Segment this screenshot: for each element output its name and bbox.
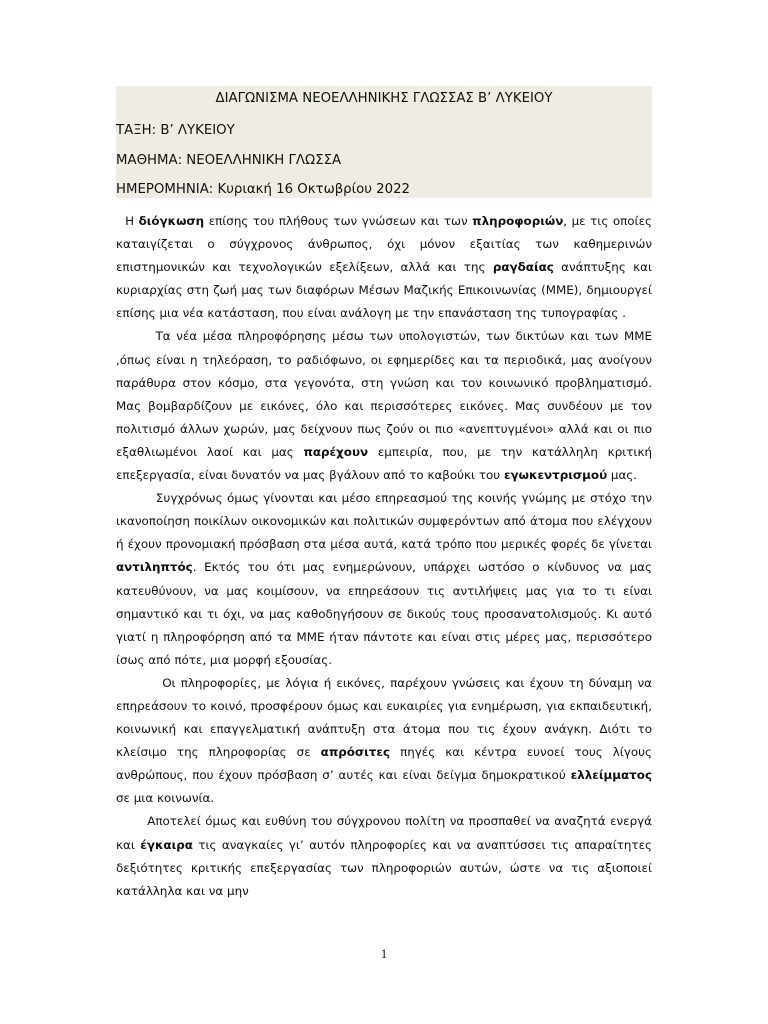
paragraph-indent [116, 491, 156, 505]
exam-title: ΔΙΑΓΩΝΙΣΜΑ ΝΕΟΕΛΛΗΝΙΚΗΣ ΓΛΩΣΣΑΣ Β’ ΛΥΚΕΙΟΥ [215, 91, 553, 106]
passage-text [116, 210, 652, 903]
paragraph-indent [116, 329, 155, 343]
text-run: . Εκτός του ότι μας ενημερώνουν, υπάρχει ωστόσο ο κίνδυνος να μας κατευθύνουν, να μας κοιμίσουν, να επηρεάσουν τις αντιλήψεις μας για το τι είναι σημαντικό και τι όχι, να μας καθοδηγήσουν σε δικούς τους προσανατολισμούς. Κι αυτό γιατί η πληροφόρηση από τα ΜΜΕ ήταν πάντοτε και είναι στις μέρες μας, περισσότερο ίσως από πότε, μια μορφή εξουσίας. [116, 560, 652, 667]
paragraph [116, 672, 652, 811]
page-number: 1 [380, 946, 388, 961]
paragraph-indent [116, 814, 147, 828]
paragraph [116, 487, 652, 672]
subject-line: ΜΑΘΗΜΑ: ΝΕΟΕΛΛΗΝΙΚΗ ΓΛΩΣΣΑ [116, 153, 342, 168]
text-run: μας. [607, 468, 638, 483]
paragraph [116, 210, 652, 325]
text-run: Συγχρόνως όμως γίνονται και μέσο επηρεασμού της κοινής γνώμης με στόχο την ικανοποίηση ποικίλων οικονομικών και πολιτικών συμφερόντων από άτομα που ελέγχουν ή έχουν προνομιακή πρόσβαση στα μέσα αυτά, κατά τρόπο που μερικές φορές δε γίνεται [116, 491, 652, 552]
bold-term: εγωκεντρισμού [503, 468, 608, 483]
text-run: Η [125, 214, 139, 228]
bold-term: έγκαιρα [140, 837, 193, 852]
text-run: ανάπτυξης και κυριαρχίας στη ζωή μας των διαφόρων Μέσων Μαζικής Επικοινωνίας (ΜΜΕ), δημιουργεί επίσης μια νέα κατάσταση, που είναι ανάλογη με την επανάσταση της τυπογραφίας . [116, 260, 653, 321]
text-run: Αποτελεί όμως και ευθύνη του σύγχρονου πολίτη να προσπαθεί να αναζητά ενεργά και [116, 814, 652, 852]
paragraph [116, 325, 652, 487]
header-box [116, 86, 652, 198]
bold-term: παρέχουν [303, 444, 369, 459]
bold-term: ραγδαίας [492, 260, 554, 275]
text-run: Τα νέα μέσα πληροφόρησης μέσω των υπολογιστών, των δικτύων και των ΜΜΕ ,όπως είναι η τηλεόραση, το ραδιόφωνο, οι εφημερίδες και τα περιοδικά, μας ανοίγουν παράθυρα στον κόσμο, στα γεγονότα, στη γνώση και τον κοινωνικό προβληματισμό. Μας βομβαρδίζουν με εικόνες, όλο και περισσότερες εικόνες. Μας συνδέουν με τον πολιτισμό άλλων χωρών, μας δείχνουν πως ζούν οι πιο «ανεπτυγμένοι» αλλά και οι πιο εξαθλιωμένοι λαοί και μας [116, 329, 652, 459]
bold-term: αντιληπτός [116, 560, 193, 575]
date-line: ΗΜΕΡΟΜΗΝΙΑ: Κυριακή 16 Οκτωβρίου 2022 [116, 182, 411, 197]
bold-term: πληροφοριών [472, 214, 564, 228]
bold-term: απρόσιτες [320, 745, 391, 760]
text-run: Οι πληροφορίες, με λόγια ή εικόνες, παρέχουν γνώσεις και έχουν τη δύναμη να επηρεάσουν το κοινό, προσφέρουν όμως και ευκαιρίες για ενημέρωση, για εκπαιδευτική, κοινωνική και επαγγελματική ανάπτυξη στα άτομα που τις έχουν ανάγκη. Διότι το κλείσιμο της πληροφορίας σε [116, 675, 652, 760]
text-run: επίσης του πλήθους των γνώσεων και των [204, 214, 473, 228]
text-run: σε μια κοινωνία. [116, 791, 215, 806]
paragraph-indent [116, 676, 162, 690]
text-run: πηγές και κέντρα ευνοεί τους λίγους ανθρώπους, που έχουν πρόσβαση σ’ αυτές και είναι δείγμα δημοκρατικού [116, 745, 652, 783]
paragraph-indent [116, 214, 125, 228]
text-run: εμπειρία, που, με την κατάλληλη κριτική επεξεργασία, είναι δυνατόν να μας βγάλουν από το καβούκι του [116, 444, 652, 483]
text-run: τις αναγκαίες γι’ αυτόν πληροφορίες και να αναπτύσσει τις απαραίτητες δεξιότητες κριτικής επεξεργασίας των πληροφοριών αυτών, ώστε να τις αξιοποιεί κατάλληλα και να μην [116, 837, 652, 898]
text-run: , με τις οποίες καταιγίζεται ο σύγχρονος άνθρωπος, όχι μόνον εξαιτίας των καθημερινών επιστημονικών και τεχνολογικών εξελίξεων, αλλά και της [116, 214, 652, 275]
bold-term: διόγκωση [138, 214, 205, 228]
paragraph [116, 810, 652, 902]
class-line: ΤΑΞΗ: Β’ ΛΥΚΕΙΟΥ [116, 123, 235, 138]
bold-term: ελλείμματος [570, 768, 652, 783]
